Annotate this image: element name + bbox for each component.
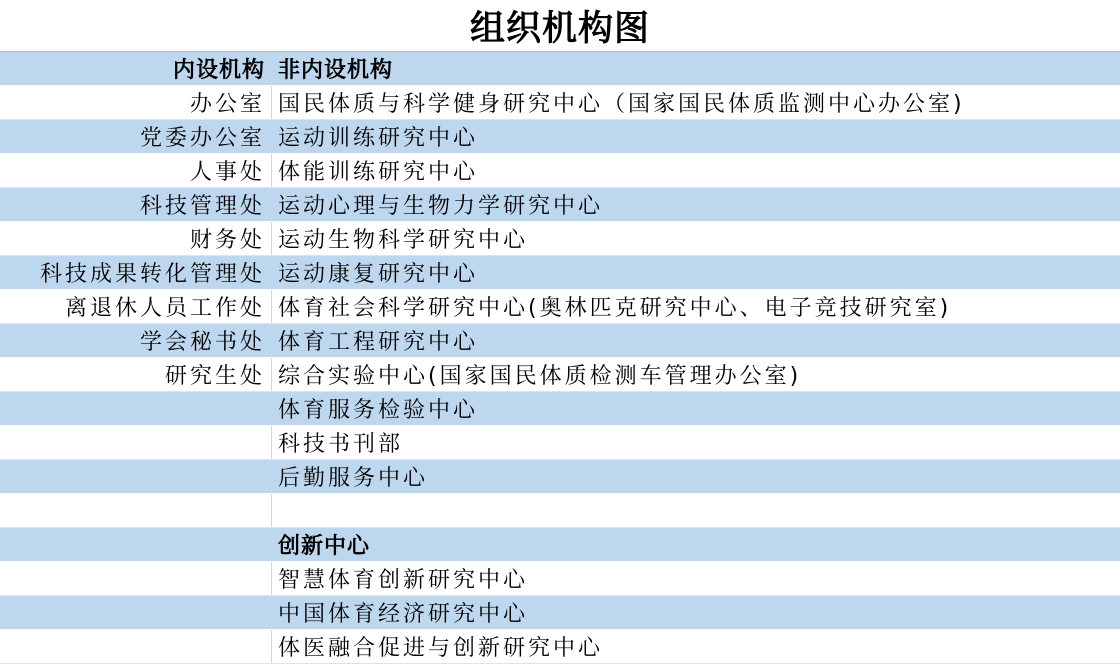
table-row xyxy=(0,562,1120,596)
external-unit: 国民体质与科学健身研究中心（国家国民体质监测中心办公室) xyxy=(278,92,965,117)
internal-unit: 科技管理处 xyxy=(0,188,272,221)
innovation-center: 体医融合促进与创新研究中心 xyxy=(278,636,604,661)
external-unit: 体育服务检验中心 xyxy=(278,398,479,423)
internal-unit xyxy=(0,392,272,425)
table-row xyxy=(0,596,1120,630)
title-row xyxy=(0,0,1120,52)
table-row xyxy=(0,290,1120,324)
internal-unit: 学会秘书处 xyxy=(0,324,272,357)
innovation-heading: 创新中心 xyxy=(278,534,371,559)
external-unit: 综合实验中心(国家国民体质检测车管理办公室) xyxy=(278,364,802,389)
internal-unit: 财务处 xyxy=(0,222,272,255)
external-unit: 体育工程研究中心 xyxy=(278,330,479,355)
internal-unit: 党委办公室 xyxy=(0,120,272,153)
table-row xyxy=(0,86,1120,120)
table-row xyxy=(0,392,1120,426)
external-unit: 运动生物科学研究中心 xyxy=(278,228,529,253)
external-unit: 运动心理与生物力学研究中心 xyxy=(278,194,604,219)
table-row xyxy=(0,426,1120,460)
external-unit: 运动康复研究中心 xyxy=(278,262,479,287)
table-row xyxy=(0,256,1120,290)
table-row xyxy=(0,188,1120,222)
table-row xyxy=(0,494,1120,528)
table-row xyxy=(0,460,1120,494)
external-unit: 科技书刊部 xyxy=(278,432,404,457)
external-unit: 后勤服务中心 xyxy=(278,466,429,491)
internal-unit: 研究生处 xyxy=(0,358,272,391)
header-internal-label: 内设机构 xyxy=(0,52,272,85)
empty-cell xyxy=(0,596,272,629)
external-unit: 体能训练研究中心 xyxy=(278,160,479,185)
empty-cell xyxy=(0,630,272,663)
internal-unit: 人事处 xyxy=(0,154,272,187)
internal-unit: 离退休人员工作处 xyxy=(0,290,272,323)
header-external-label: 非内设机构 xyxy=(278,58,394,83)
empty-cell xyxy=(0,528,272,561)
innovation-center: 智慧体育创新研究中心 xyxy=(278,568,529,593)
internal-unit xyxy=(0,460,272,493)
table-row xyxy=(0,324,1120,358)
internal-unit xyxy=(0,426,272,459)
external-unit: 体育社会科学研究中心(奥林匹克研究中心、电子竞技研究室) xyxy=(278,296,952,321)
table-row xyxy=(0,222,1120,256)
external-unit xyxy=(272,494,1120,527)
page-title: 组织机构图 xyxy=(469,8,650,49)
table-row xyxy=(0,154,1120,188)
table-row xyxy=(0,358,1120,392)
header-row xyxy=(0,52,1120,86)
internal-unit xyxy=(0,494,272,527)
innovation-section-row xyxy=(0,528,1120,562)
innovation-center: 中国体育经济研究中心 xyxy=(278,602,529,627)
table-row xyxy=(0,630,1120,664)
table-row xyxy=(0,120,1120,154)
internal-unit: 科技成果转化管理处 xyxy=(0,256,272,289)
external-unit: 运动训练研究中心 xyxy=(278,126,479,151)
empty-cell xyxy=(0,562,272,595)
internal-unit: 办公室 xyxy=(0,86,272,119)
